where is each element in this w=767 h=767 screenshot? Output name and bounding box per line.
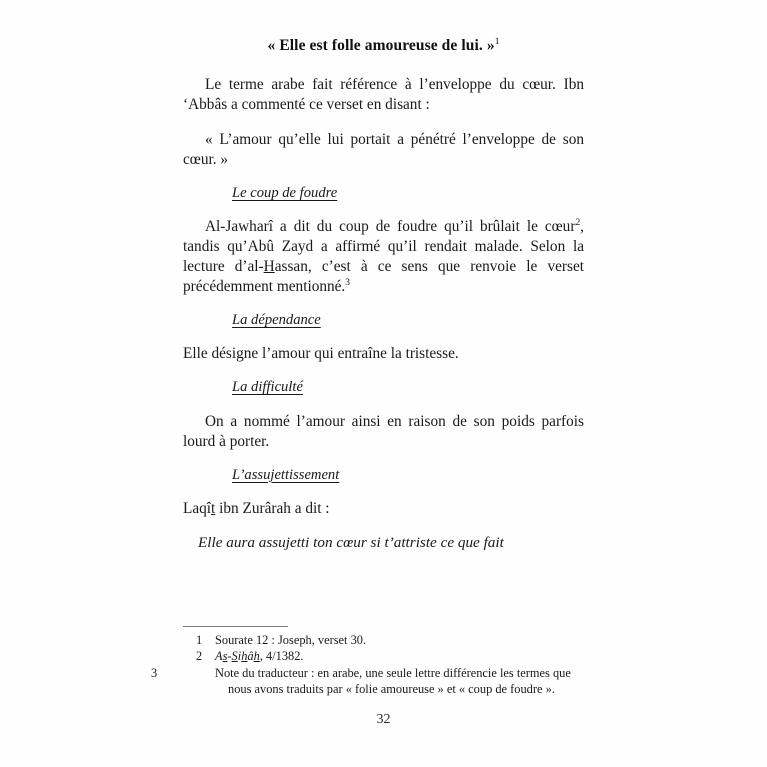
verse-line: Elle aura assujetti ton cœur si t’attriste ce que fait: [198, 533, 504, 551]
section-heading-lassujettissement-label: L’assujettissement: [232, 466, 340, 483]
page-number: 32: [376, 712, 391, 727]
footnote-marker-3: 3: [345, 277, 350, 288]
page-title-text: « Elle est folle amoureuse de lui. »: [267, 37, 495, 54]
paragraph-laqit-ibn-zurarah: Laqît ibn Zurârah a dit :: [183, 500, 330, 517]
paragraph-le-terme-arabe: Le terme arabe fait référence à l’enveloppe du cœur. Ibn ‘Abbâs a commenté ce verset en disant :: [183, 76, 584, 114]
footnote-marker-2: 2: [575, 218, 581, 229]
footnote-text-2: As-Sihâh: [215, 649, 260, 664]
footnote-item-3: [151, 665, 587, 698]
page-title: [183, 36, 584, 55]
footnote-marker-1: 1: [494, 35, 500, 47]
diacritic-s-2: S: [231, 649, 238, 664]
section-heading-la-dependance-label: La dépendance: [232, 311, 321, 328]
footnote-list: [151, 632, 587, 698]
footnote-separator: [183, 626, 288, 627]
diacritic-s-1: s: [222, 649, 228, 664]
footnote-item-1: [183, 632, 587, 648]
diacritic-h: H: [263, 258, 275, 276]
section-heading-lassujettissement: [183, 467, 584, 485]
paragraph-al-jawhari: Al-Jawharî a dit du coup de foudre qu’il brûlait le cœur$^2$, tandis qu’Abû Zayd a affirmé qu’il rendait malade. Selon la lecture d’al-Hassan, c’est à ce sens que renvoie le verset précédemment mentionné.$^3$: [183, 218, 584, 295]
section-heading-le-coup-de-foudre: [183, 185, 584, 203]
paragraph-quote-lamour: « L’amour qu’elle lui portait a pénétré l’enveloppe de son cœur. »: [183, 131, 584, 168]
diacritic-h-1: h: [241, 649, 248, 664]
diacritic-h-2: h: [253, 649, 260, 664]
diacritic-t: t: [211, 500, 216, 517]
footnote-text-2-ref: , 4/1382.: [259, 649, 304, 664]
footnote-number-1: 1: [196, 633, 203, 647]
footnote-item-2: [183, 648, 587, 664]
footnote-number-3: 3: [151, 665, 158, 680]
section-heading-la-dependance: [183, 312, 584, 330]
footnote-text-1: Sourate 12 : Joseph, verset 30.: [215, 633, 367, 647]
paragraph-on-a-nomme: On a nommé l’amour ainsi en raison de son poids parfois lourd à porter.: [183, 412, 584, 450]
section-heading-le-coup-de-foudre-label: Le coup de foudre: [232, 184, 338, 201]
footnote-number-2: 2: [196, 649, 203, 664]
paragraph-elle-designe: Elle désigne l’amour qui entraîne la tristesse.: [183, 345, 459, 363]
section-heading-la-difficulte: [183, 379, 584, 397]
footnote-area: [151, 626, 587, 698]
section-heading-la-difficulte-label: La difficulté: [232, 379, 303, 396]
footnote-text-3: Note du traducteur : en arabe, une seule lettre différencie les termes que nous avons traduits par « folie amoureuse » et « coup de foudre ».: [215, 665, 571, 697]
page-content: [183, 36, 584, 566]
